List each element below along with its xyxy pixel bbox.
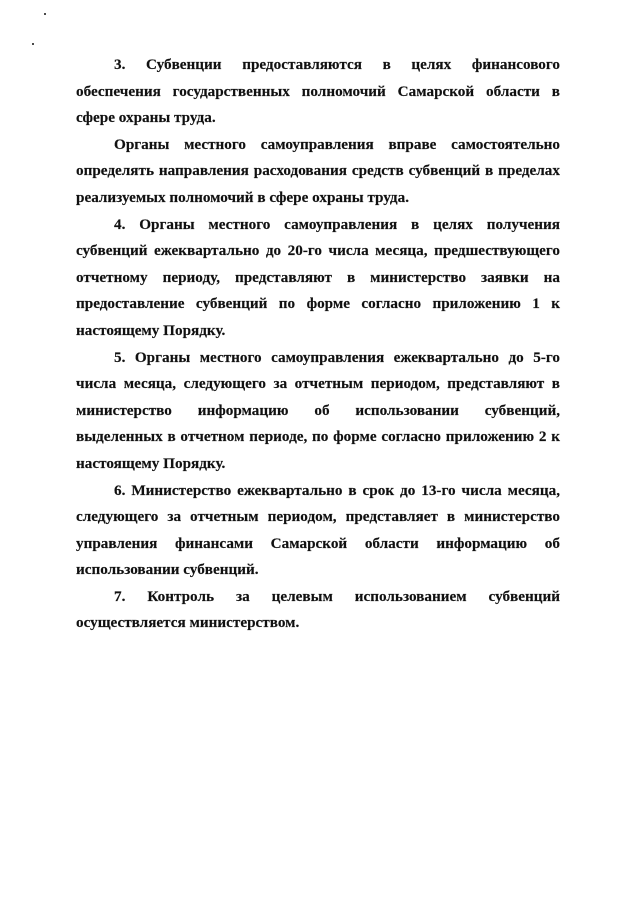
paragraph-6: 6. Министерство ежеквартально в срок до 13-го числа месяца, следующего за отчетным периодом, представляет в министерство управления финансами Самарской области информацию об использовании субвенций. [76,481,560,579]
scan-speck [44,13,46,15]
document-body [76,50,560,637]
paragraph-7: 7. Контроль за целевым использованием субвенций осуществляется министерством. [76,587,560,632]
scan-speck [32,43,34,45]
paragraph-3: 3. Субвенции предоставляются в целях финансового обеспечения государственных полномочий Самарской области в сфере охраны труда. [76,56,560,127]
paragraph-4: 4. Органы местного самоуправления в целях получения субвенций ежеквартально до 20-го числа месяца, предшествующего отчетному периоду, представляют в министерство заявки на предоставление субвенций по форме согласно приложению 1 к настоящему Порядку. [76,215,560,339]
paragraph-3-organs: Органы местного самоуправления вправе самостоятельно определять направления расходования средств субвенций в пределах реализуемых полномочий в сфере охраны труда. [76,135,560,206]
paragraph-5: 5. Органы местного самоуправления ежеквартально до 5-го числа месяца, следующего за отчетным периодом, представляют в министерство информацию об использовании субвенций, выделенных в отчетном периоде, по форме согласно приложению 2 к настоящему Порядку. [76,348,560,472]
